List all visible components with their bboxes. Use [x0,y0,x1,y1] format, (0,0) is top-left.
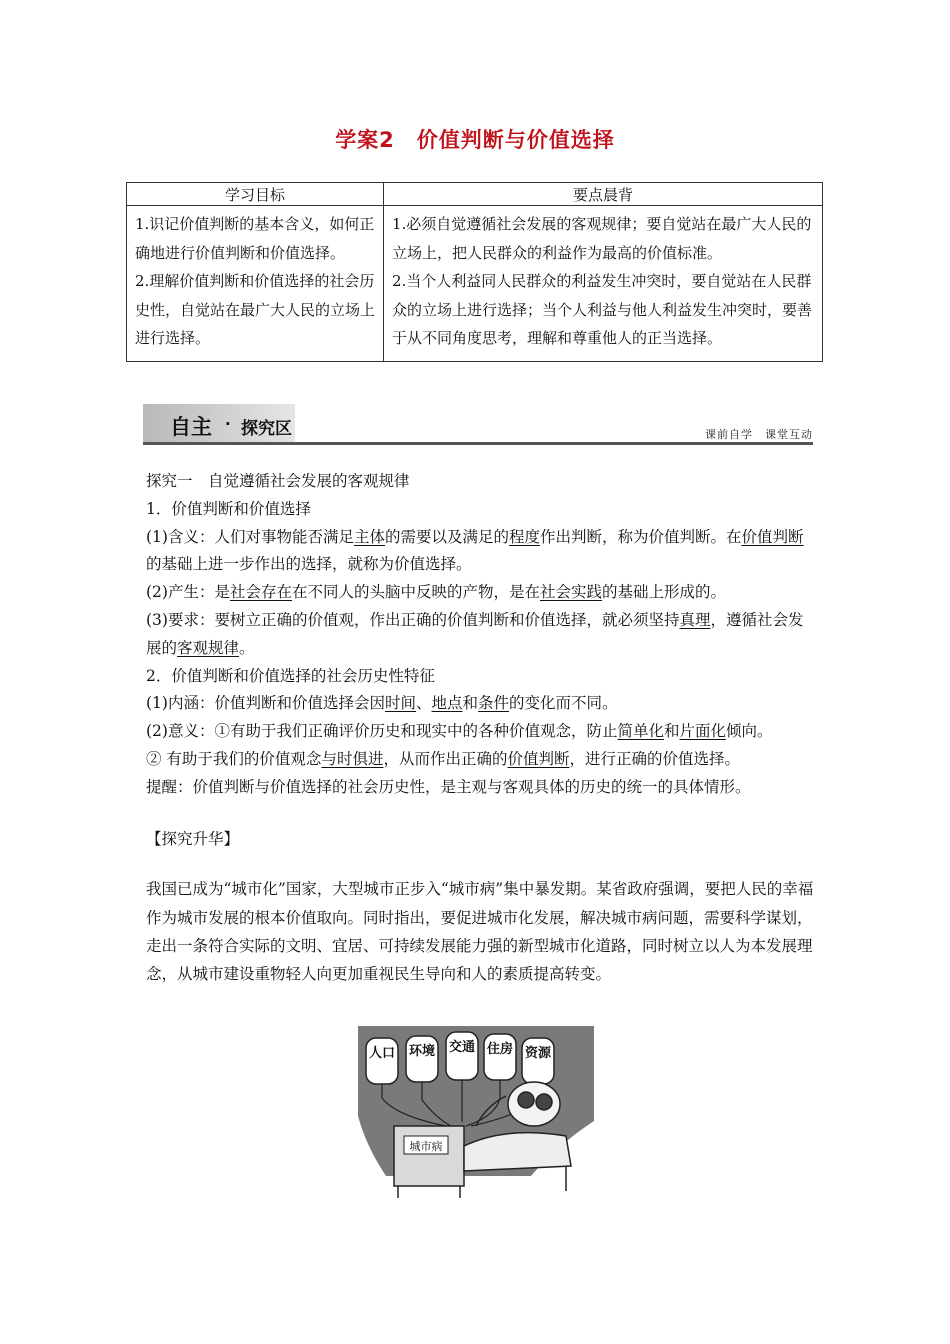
underlined-term: 主体 [353,527,385,546]
underlined-term: 社会存在 [229,583,292,602]
table-header-key-points: 要点晨背 [384,183,823,206]
paragraph-origin: (2)产生：是社会存在在不同人的头脑中反映的产物，是在社会实践的基础上形成的。 [146,583,727,602]
upgrade-heading: 【探究升华】 [146,829,240,848]
underlined-term: 片面化 [679,722,727,741]
key-point-item: 2.当个人利益同人民群众的利益发生冲突时，要自觉站在人民群众的立场上进行选择；当个人利益与他人利益发生冲突时，要善于从不同角度思考，理解和尊重他人的正当选择。 [392,272,813,347]
paragraph-definition: (1)含义：人们对事物能否满足主体的需要以及满足的程度作出判断，称为价值判断。在价值判断的基础上进一步作出的选择，就称为价值选择。 [146,527,804,574]
paragraph-requirement: (3)要求：要树立正确的价值观，作出正确的价值判断和价值选择，就必须坚持真理，遵循社会发展的客观规律。 [146,610,804,657]
main-content [146,468,818,989]
goals-cell [127,206,384,362]
paragraph-connotation: (1)内涵：价值判断和价值选择会因时间、地点和条件的变化而不同。 [146,694,618,713]
key-point-item: 1.必须自觉遵循社会发展的客观规律；要自觉站在最广大人民的立场上，把人民群众的利益作为最高的价值标准。 [392,215,812,262]
underlined-term: 社会实践 [540,583,603,602]
key-points-cell [384,206,823,362]
banner-rule [143,442,813,445]
heading-2: 2．价值判断和价值选择的社会历史性特征 [146,666,435,685]
underlined-term: 程度 [509,527,541,546]
bag-label-2: 环境 [408,1044,436,1059]
bag-label-5: 资源 [524,1046,552,1061]
goal-item: 2.理解价值判断和价值选择的社会历史性，自觉站在最广大人民的立场上进行选择。 [135,272,376,347]
page-title: 学案2 价值判断与价值选择 [335,128,615,152]
objectives-table [126,182,823,362]
paragraph-significance-2: ② 有助于我们的价值观念与时俱进，从而作出正确的价值判断，进行正确的价值选择。 [146,749,740,768]
underlined-term: 简单化 [617,722,664,741]
case-paragraph: 我国已成为“城市化”国家，大型城市正步入“城市病”集中暴发期。某省政府强调，要把人民的幸福作为城市发展的根本价值取向。同时指出，要促进城市化发展，解决城市病问题，需要科学谋划，走出一条符合实际的文明、宜居、可持续发展能力强的新型城市化道路，同时树立以人为本发展理念，从城市建设重物轻人向更加重视民生导向和人的素质提高转变。 [146,880,814,984]
underlined-term: 价值判断 [741,527,804,546]
bag-label-4: 住房 [486,1042,514,1057]
table-header-goals: 学习目标 [127,183,384,206]
underlined-term: 时间 [384,694,416,713]
underlined-term: 价值判断 [507,749,570,768]
section-banner [143,404,813,446]
banner-main-label: 自主 [170,415,212,439]
underlined-term: 条件 [478,694,510,713]
goal-item: 1.识记价值判断的基本含义，如何正确地进行价值判断和价值选择。 [135,215,375,262]
banner-sub-label: 探究区 [241,419,292,439]
bed-label: 城市病 [409,1140,443,1153]
underlined-term: 与时俱进 [321,749,384,768]
banner-right-label: 课前自学 课堂互动 [705,428,813,441]
banner-dot: · [225,415,231,433]
bag-label-1: 人口 [368,1046,396,1061]
bag-label-3: 交通 [448,1040,476,1055]
paragraph-significance: (2)意义：①有助于我们正确评价历史和现实中的各种价值观念，防止简单化和片面化倾向。 [146,722,773,741]
underlined-term: 客观规律 [177,638,240,657]
underlined-term: 真理 [679,610,711,629]
heading-1: 1．价值判断和价值选择 [146,499,311,518]
explore-title: 探究一 自觉遵循社会发展的客观规律 [146,472,410,490]
reminder-text: 提醒：价值判断与价值选择的社会历史性，是主观与客观具体的历史的统一的具体情形。 [146,777,751,796]
city-disease-illustration [356,1026,596,1201]
underlined-term: 地点 [431,694,463,713]
